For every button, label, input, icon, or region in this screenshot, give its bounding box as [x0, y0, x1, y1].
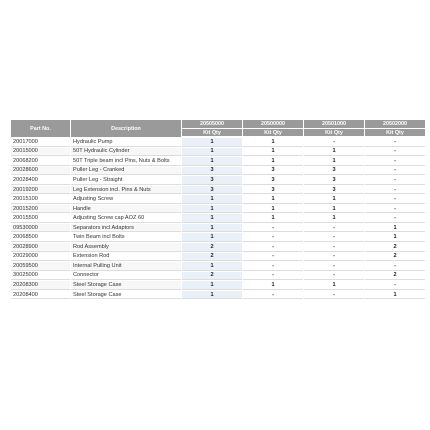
- kit-qty-cell: 2: [365, 243, 425, 252]
- table-row: [11, 157, 425, 166]
- kit-qty-cell: 1: [182, 233, 242, 242]
- table-row: [11, 186, 425, 195]
- table-row: [11, 214, 425, 223]
- header-kit-qty: Kit Qty: [243, 129, 303, 136]
- header-description: Description: [71, 120, 181, 137]
- kit-qty-cell: 3: [182, 186, 242, 195]
- kit-qty-cell: -: [365, 176, 425, 185]
- kit-qty-cell: -: [243, 224, 303, 233]
- table-row: [11, 281, 425, 290]
- kit-qty-cell: -: [365, 205, 425, 214]
- kit-qty-cell: -: [365, 157, 425, 166]
- part-number-cell: 20068500: [11, 233, 70, 242]
- kit-qty-cell: -: [365, 262, 425, 271]
- table-row: [11, 272, 425, 281]
- part-number-cell: 20059500: [11, 262, 70, 271]
- kit-qty-cell: 2: [182, 253, 242, 262]
- kit-qty-cell: -: [243, 253, 303, 262]
- table-row: [11, 138, 425, 147]
- table-row: [11, 205, 425, 214]
- kit-qty-cell: -: [304, 272, 364, 281]
- description-cell: Extension Rod: [71, 253, 181, 262]
- kit-qty-cell: 3: [182, 176, 242, 185]
- kit-qty-cell: 1: [182, 205, 242, 214]
- header-kit-code: 20505000: [182, 120, 242, 128]
- kit-qty-cell: -: [304, 233, 364, 242]
- description-cell: 50T Hydraulic Cylinder: [71, 148, 181, 157]
- kit-qty-cell: -: [365, 138, 425, 147]
- part-number-cell: 30025000: [11, 272, 70, 281]
- table-row: [11, 243, 425, 252]
- kit-qty-cell: -: [365, 186, 425, 195]
- kit-qty-cell: -: [304, 262, 364, 271]
- description-cell: Handle: [71, 205, 181, 214]
- kit-qty-cell: 1: [182, 195, 242, 204]
- kit-qty-cell: 1: [182, 138, 242, 147]
- table-row: [11, 148, 425, 157]
- kit-qty-cell: 1: [182, 214, 242, 223]
- kit-qty-cell: -: [304, 138, 364, 147]
- kit-qty-cell: 1: [243, 138, 303, 147]
- parts-kit-table: [10, 119, 426, 300]
- description-cell: Twin Beam incl Bolts: [71, 233, 181, 242]
- part-number-cell: 20068200: [11, 157, 70, 166]
- kit-qty-cell: 1: [182, 224, 242, 233]
- table-row: [11, 253, 425, 262]
- description-cell: Puller Leg - Straight: [71, 176, 181, 185]
- kit-qty-cell: 1: [304, 281, 364, 290]
- kit-qty-cell: -: [304, 291, 364, 300]
- kit-qty-cell: -: [365, 195, 425, 204]
- kit-qty-cell: -: [243, 291, 303, 300]
- kit-qty-cell: 1: [182, 291, 242, 300]
- kit-qty-cell: 2: [182, 243, 242, 252]
- table-row: [11, 176, 425, 185]
- kit-qty-cell: 1: [365, 291, 425, 300]
- description-cell: Adjusting Screw cap AOZ 60: [71, 214, 181, 223]
- description-cell: Rod Assembly: [71, 243, 181, 252]
- header-kit-code: 20501000: [304, 120, 364, 128]
- description-cell: Connector: [71, 272, 181, 281]
- part-number-cell: 20028900: [11, 243, 70, 252]
- kit-qty-cell: -: [365, 281, 425, 290]
- table-row: [11, 291, 425, 300]
- kit-qty-cell: 1: [243, 195, 303, 204]
- kit-qty-cell: 3: [304, 176, 364, 185]
- description-cell: Puller Leg - Cranked: [71, 167, 181, 176]
- header-kit-code: 20502000: [365, 120, 425, 128]
- description-cell: Steel Storage Case: [71, 281, 181, 290]
- kit-qty-cell: 1: [243, 157, 303, 166]
- kit-qty-cell: 3: [243, 176, 303, 185]
- description-cell: Hydraulic Pump: [71, 138, 181, 147]
- kit-qty-cell: 1: [243, 281, 303, 290]
- table-row: [11, 195, 425, 204]
- table-row: [11, 224, 425, 233]
- description-cell: Adjusting Screw: [71, 195, 181, 204]
- description-cell: Separators incl Adaptors: [71, 224, 181, 233]
- header-kit-qty: Kit Qty: [365, 129, 425, 136]
- table-body: [11, 138, 425, 299]
- description-cell: 50T Triple beam incl Pins, Nuts & Bolts: [71, 157, 181, 166]
- part-number-cell: 20019200: [11, 186, 70, 195]
- part-number-cell: 20017000: [11, 138, 70, 147]
- kit-qty-cell: -: [304, 253, 364, 262]
- kit-qty-cell: 1: [365, 233, 425, 242]
- part-number-cell: 20015000: [11, 148, 70, 157]
- table-header: [11, 120, 425, 137]
- description-cell: Leg Extension incl. Pins & Nuts: [71, 186, 181, 195]
- kit-qty-cell: 1: [243, 214, 303, 223]
- kit-qty-cell: 3: [243, 167, 303, 176]
- kit-qty-cell: 2: [182, 272, 242, 281]
- kit-qty-cell: 1: [182, 148, 242, 157]
- kit-qty-cell: 3: [304, 167, 364, 176]
- kit-qty-cell: 1: [304, 205, 364, 214]
- part-number-cell: 20208300: [11, 281, 70, 290]
- description-cell: Steel Storage Case: [71, 291, 181, 300]
- header-part-no: Part No.: [11, 120, 70, 137]
- kit-qty-cell: -: [243, 262, 303, 271]
- table-row: [11, 167, 425, 176]
- kit-qty-cell: 1: [304, 157, 364, 166]
- kit-qty-cell: 1: [182, 157, 242, 166]
- kit-qty-cell: 3: [182, 167, 242, 176]
- kit-qty-cell: -: [365, 214, 425, 223]
- kit-qty-cell: -: [365, 167, 425, 176]
- part-number-cell: 20015100: [11, 195, 70, 204]
- description-cell: Internal Pulling Unit: [71, 262, 181, 271]
- kit-qty-cell: -: [304, 243, 364, 252]
- table-row: [11, 233, 425, 242]
- kit-qty-cell: 3: [243, 186, 303, 195]
- part-number-cell: 20208400: [11, 291, 70, 300]
- kit-qty-cell: 2: [365, 253, 425, 262]
- kit-qty-cell: 1: [304, 195, 364, 204]
- kit-qty-cell: 1: [304, 214, 364, 223]
- kit-qty-cell: 3: [304, 186, 364, 195]
- kit-qty-cell: 1: [182, 262, 242, 271]
- part-number-cell: 20028400: [11, 176, 70, 185]
- kit-qty-cell: 1: [182, 281, 242, 290]
- part-number-cell: 20015500: [11, 214, 70, 223]
- kit-qty-cell: 1: [304, 148, 364, 157]
- kit-qty-cell: 1: [243, 148, 303, 157]
- kit-qty-cell: -: [365, 148, 425, 157]
- table-row: [11, 262, 425, 271]
- header-kit-qty: Kit Qty: [304, 129, 364, 136]
- part-number-cell: 20028600: [11, 167, 70, 176]
- parts-table-container: [10, 119, 420, 300]
- part-number-cell: 20015200: [11, 205, 70, 214]
- kit-qty-cell: 1: [243, 205, 303, 214]
- part-number-cell: 20029000: [11, 253, 70, 262]
- kit-qty-cell: -: [243, 233, 303, 242]
- part-number-cell: 09530000: [11, 224, 70, 233]
- kit-qty-cell: 2: [365, 272, 425, 281]
- kit-qty-cell: 1: [365, 224, 425, 233]
- header-kit-code: 20500000: [243, 120, 303, 128]
- header-kit-qty: Kit Qty: [182, 129, 242, 136]
- kit-qty-cell: -: [304, 224, 364, 233]
- kit-qty-cell: -: [243, 243, 303, 252]
- kit-qty-cell: -: [243, 272, 303, 281]
